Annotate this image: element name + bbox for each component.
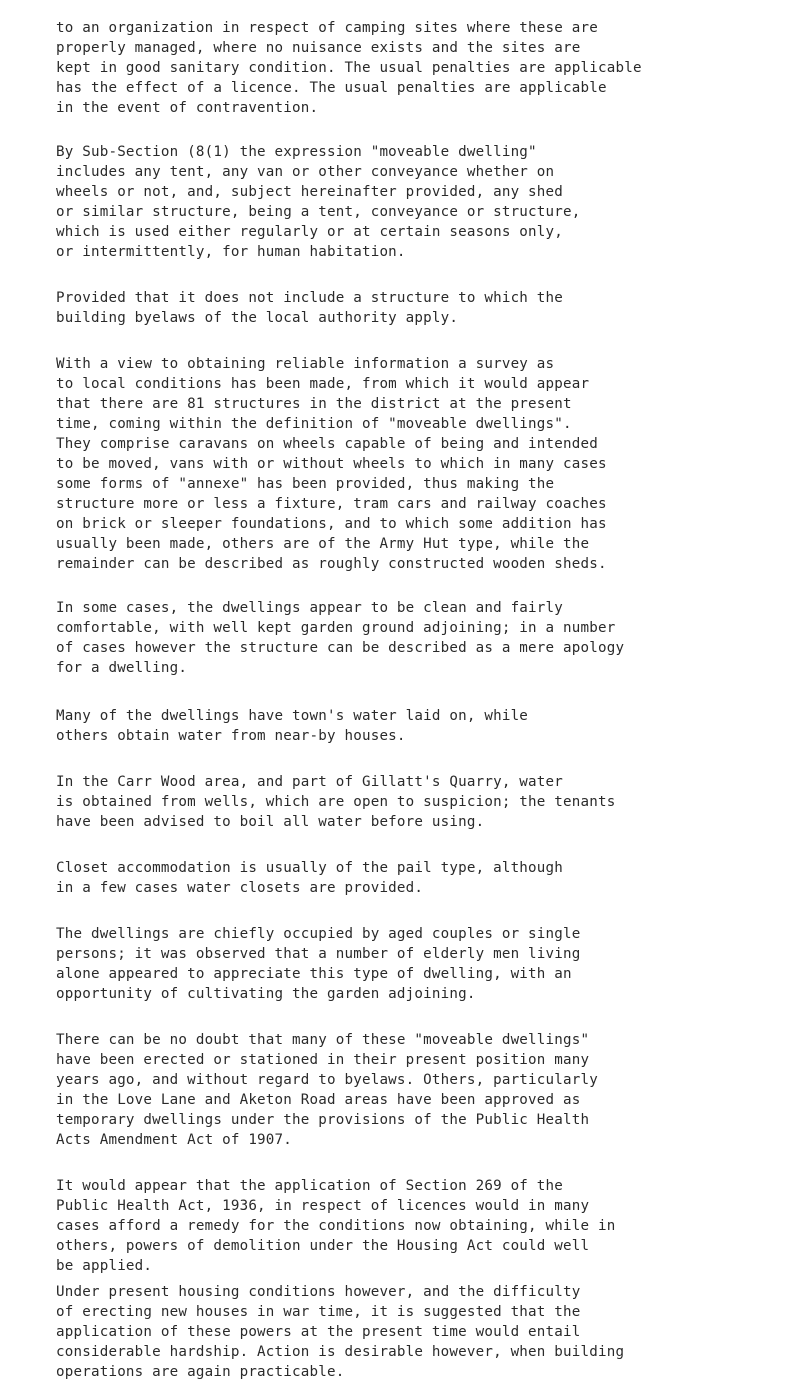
paragraph-occupants: The dwellings are chiefly occupied by aged couples or single persons; it was observed that a number of elderly men living alone appeared to appreciate this type of dwelling, with an opportunity of cultivating the garden adjoining. (56, 926, 581, 1002)
paragraph-water-supply: Many of the dwellings have town's water laid on, while others obtain water from near-by houses. (56, 708, 529, 744)
paragraph-erection-history: There can be no doubt that many of these "moveable dwellings" have been erected or stationed in their present position many years ago, and without regard to byelaws. Others, particularly in the Love Lane and Aketon Road areas have been approved as temporary dwellings under the provisions of the Public Health Acts Amendment Act of 1907. (56, 1032, 598, 1148)
paragraph-subsection-definition: By Sub-Section (8(1) the expression "moveable dwelling" includes any tent, any van or other conveyance whether on wheels or not, and, subject hereinafter provided, any shed or similar structure, being a tent, conveyance or structure, which is used either regularly or at certain seasons only, or intermittently, for human habitation. (56, 144, 581, 260)
paragraph-proviso: Provided that it does not include a structure to which the building byelaws of the local authority apply. (56, 290, 564, 326)
paragraph-survey: With a view to obtaining reliable information a survey as to local conditions has been made, from which it would appear that there are 81 structures in the district at the present time, coming within the definition of "moveable dwellings". They comprise caravans on wheels capable of being and intended to be moved, vans with or without wheels to which in many cases some forms of "annexe" has been provided, thus making the structure more or less a fixture, tram cars and railway coaches on brick or sleeper foundations, and to which some addition has usually been made, others are of the Army Hut type, while the remainder can be described as roughly constructed wooden sheds. (56, 356, 607, 572)
paragraph-section-269: It would appear that the application of Section 269 of the Public Health Act, 1936, in respect of licences would in many cases afford a remedy for the conditions now obtaining, while in others, powers of demolition under the Housing Act could well be applied. (56, 1178, 616, 1274)
paragraph-dwelling-condition: In some cases, the dwellings appear to be clean and fairly comfortable, with well kept garden ground adjoining; in a number of cases however the structure can be described as a mere apology for a dwelling. (56, 600, 625, 676)
paragraph-closets: Closet accommodation is usually of the pail type, although in a few cases water closets are provided. (56, 860, 564, 896)
paragraph-housing-conditions: Under present housing conditions however, and the difficulty of erecting new houses in war time, it is suggested that the application of these powers at the present time would entail considerable hardship. Action is desirable however, when building operations are again practicable. (56, 1284, 625, 1380)
paragraph-camping-sites: to an organization in respect of camping sites where these are properly managed, where no nuisance exists and the sites are kept in good sanitary condition. The usual penalties are applicable has the effect of a licence. The usual penalties are applicable in the event of contravention. (56, 20, 642, 116)
paragraph-wells: In the Carr Wood area, and part of Gillatt's Quarry, water is obtained from wells, which are open to suspicion; the tenants have been advised to boil all water before using. (56, 774, 616, 830)
